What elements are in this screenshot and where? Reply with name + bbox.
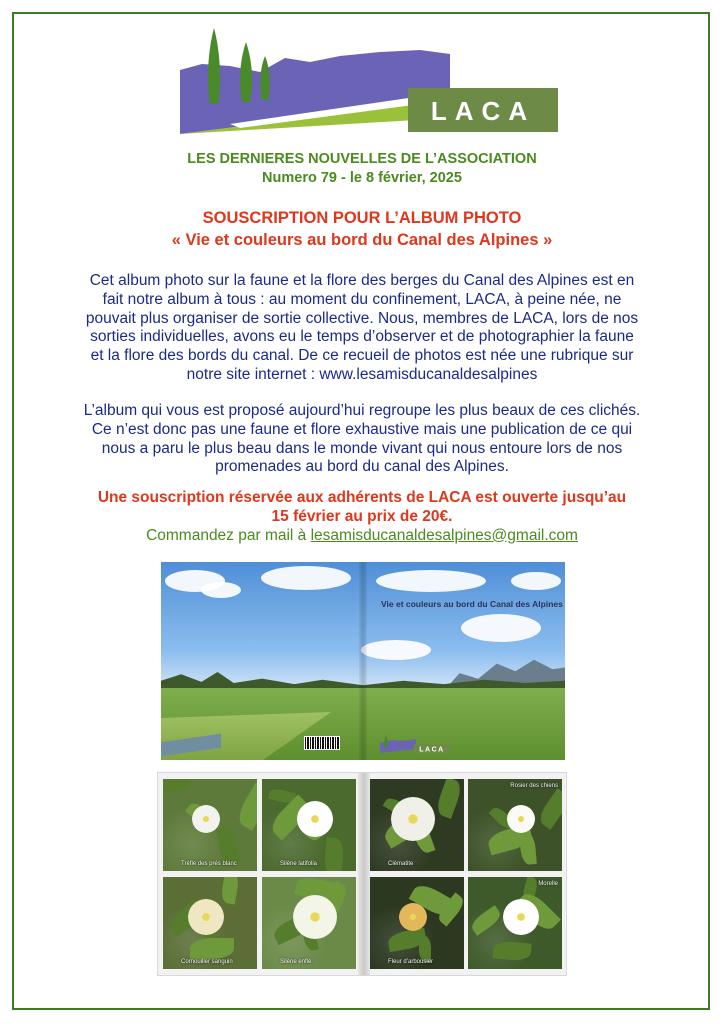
album-photo [370,779,464,871]
photo-leaf [492,940,531,961]
headline-line-2: « Vie et couleurs au bord du Canal des Alpines » [171,231,553,249]
cover-cloud [461,614,541,642]
cover-cloud [361,640,431,660]
photo-flower [507,805,535,833]
photo-leaf [234,782,257,831]
cover-spine [359,562,367,760]
mini-logo-text: LACA [419,746,445,753]
paragraph-2-line: promenades au bord du canal des Alpines. [215,458,509,476]
photo-caption: Silène latifolia [280,861,318,867]
cover-cloud [511,572,561,590]
album-photo [468,877,562,969]
photo-flower [503,899,539,935]
laca-logo [180,22,560,134]
album-interior-spread [157,772,567,976]
photo-leaf [536,788,562,829]
album-photo [262,779,356,871]
paragraph-2 [30,402,694,477]
photo-flower [293,895,337,939]
photo-leaf [323,837,344,871]
newsletter-header [30,150,694,188]
album-photo [370,877,464,969]
mini-logo-cypress [384,735,387,749]
photo-flower [399,903,427,931]
spread-fold [358,773,370,975]
paragraph-1-line-website: notre site internet : www.lesamisducanaldesalpines [186,365,538,383]
album-photo [163,877,257,969]
cover-barcode [304,736,340,750]
issue-info: Numero 79 - le 8 février, 2025 [262,170,462,186]
logo-cypress-1 [208,28,220,104]
offer-line-1: Une souscription réservée aux adhérents de LACA est ouverte jusqu’au [97,489,627,506]
cover-cloud [261,566,351,590]
album-photo [468,779,562,871]
photo-flower [188,899,224,935]
photo-caption: Clématite [388,861,414,867]
paragraph-1-line: sorties individuelles, avons eu le temps d’observer et de photographier la faune [90,328,634,346]
photo-caption: Trèfle des prés blanc [181,861,237,867]
photo-leaf [163,779,189,791]
paragraph-2-line: nous a paru le plus beau dans le monde vivant qui nous entoure lors de nos [101,439,623,457]
subscription-offer [30,489,694,545]
paragraph-2-line: L’album qui vous est proposé aujourd’hui regroupe les plus beaux de ces clichés. [83,402,641,419]
paragraph-1-line: fait notre album à tous : au moment du confinement, LACA, à peine née, ne [102,290,622,308]
paragraph-1-line: pouvait plus organiser de sortie collective. Nous, membres de LACA, lors de nos [85,309,639,327]
photo-leaf [220,877,240,905]
headline [30,207,694,251]
order-line [30,527,694,546]
email-link[interactable]: lesamisducanaldesalpines@gmail.com [310,526,578,544]
logo-brand-text: LACA [430,96,536,126]
cover-laca-logo [380,735,450,753]
photo-caption: Cornouiller sanguin [181,959,233,965]
paragraph-1-line: et la flore des bords du canal. De ce recueil de photos est née une rubrique sur [90,347,634,365]
headline-line-1: SOUSCRIPTION POUR L’ALBUM PHOTO [202,209,522,227]
photo-flower [391,797,435,841]
paragraph-2-line: Ce n’est donc pas une faune et flore exhaustive mais une publication de ce qui [91,420,633,438]
logo-cypress-2 [240,42,252,102]
order-prefix: Commandez par mail à [146,526,311,544]
cover-cloud [201,582,241,598]
photo-leaf [190,938,234,959]
offer-line-2: 15 février au prix de 20€. [271,507,453,525]
paragraph-1 [30,272,694,385]
photo-flower [297,801,333,837]
photo-caption: Morelle [538,881,558,887]
album-cover-photo [161,562,565,760]
album-photo [262,877,356,969]
paragraph-1-line: Cet album photo sur la faune et la flore des berges du Canal des Alpines est en [89,272,635,289]
photo-caption: Fleur d’arbousier [388,959,434,965]
association-title: LES DERNIERES NOUVELLES DE L’ASSOCIATION [187,151,537,167]
photo-leaf [469,905,504,936]
cover-title: Vie et couleurs au bord du Canal des Alpines [381,599,563,609]
album-photo [163,779,257,871]
cover-cloud [376,570,486,592]
logo-cypress-3 [260,56,269,100]
photo-caption: Silène enflé [280,959,312,965]
photo-caption: Rosier des chiens [510,783,558,789]
photo-flower [192,805,220,833]
photo-leaf [434,779,464,819]
